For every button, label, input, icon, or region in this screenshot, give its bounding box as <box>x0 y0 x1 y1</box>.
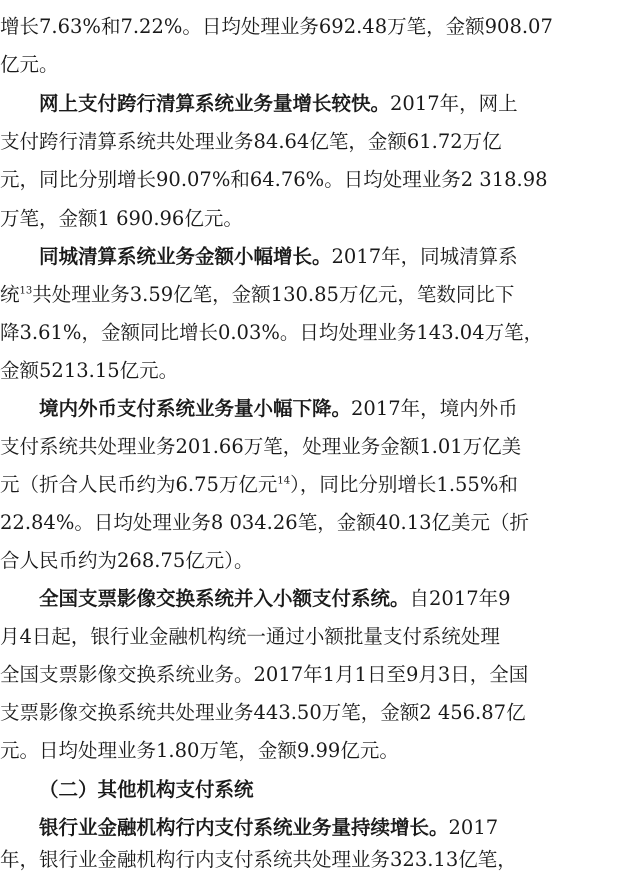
paragraph-lead-line: 网上支付跨行清算系统业务量增长较快。2017年，网上 <box>0 89 628 119</box>
text-line: 22.84%。日均处理业务8 034.26笔，金额40.13亿美元（折 <box>0 511 530 534</box>
text-line: 支付系统共处理业务201.66万笔，处理业务金额1.01万亿美 <box>0 435 522 458</box>
text-line: 月4日起，银行业金融机构统一通过小额批量支付系统处理 <box>0 625 500 648</box>
paragraph-lead-line: 银行业金融机构行内支付系统业务量持续增长。2017 <box>0 813 628 843</box>
text-line: 增长7.63%和7.22%。日均处理业务692.48万笔，金额908.07 <box>0 15 553 38</box>
paragraph-heading: 全国支票影像交换系统并入小额支付系统。 <box>39 587 410 610</box>
text-line: 降3.61%，金额同比增长0.03%。日均处理业务143.04万笔， <box>0 321 544 344</box>
paragraph-heading: 同城清算系统业务金额小幅增长。 <box>39 245 332 268</box>
paragraph-lead-line: 境内外币支付系统业务量小幅下降。2017年，境内外币 <box>0 394 628 424</box>
paragraph-lead-line: 全国支票影像交换系统并入小额支付系统。自2017年9 <box>0 584 628 614</box>
text-line: 合人民币约为268.75亿元）。 <box>0 549 254 572</box>
text-line: 元，同比分别增长90.07%和64.76%。日均处理业务2 318.98 <box>0 168 548 191</box>
section-heading: （二）其他机构支付系统 <box>39 778 254 801</box>
paragraph-lead-line: 同城清算系统业务金额小幅增长。2017年，同城清算系 <box>0 242 628 272</box>
text-line: 统$^{13}$共处理业务3.59亿笔，金额130.85万亿元，笔数同比下 <box>0 283 515 306</box>
text-line: 支付跨行清算系统共处理业务84.64亿笔，金额61.72万亿 <box>0 130 502 153</box>
text-line: 全国支票影像交换系统业务。2017年1月1日至9月3日，全国 <box>0 663 529 686</box>
paragraph-heading: 银行业金融机构行内支付系统业务量持续增长。 <box>39 816 449 839</box>
text-line: 年，银行业金融机构行内支付系统共处理业务323.13亿笔， <box>0 848 517 871</box>
text-line: 支票影像交换系统共处理业务443.50万笔，金额2 456.87亿 <box>0 701 526 724</box>
text-line: 金额5213.15亿元。 <box>0 359 179 382</box>
text-line: 亿元。 <box>0 53 59 76</box>
footnote-marker: 13 <box>19 285 33 297</box>
text-line: 元。日均处理业务1.80万笔，金额9.99亿元。 <box>0 739 399 762</box>
paragraph-heading: 境内外币支付系统业务量小幅下降。 <box>39 397 352 420</box>
paragraph-heading: 网上支付跨行清算系统业务量增长较快。 <box>39 92 391 115</box>
text-line: 元（折合人民币约为6.75万亿元$^{14}$），同比分别增长1.55%和 <box>0 473 518 496</box>
text-line: 万笔，金额1 690.96亿元。 <box>0 207 243 230</box>
footnote-marker: 14 <box>277 475 291 487</box>
